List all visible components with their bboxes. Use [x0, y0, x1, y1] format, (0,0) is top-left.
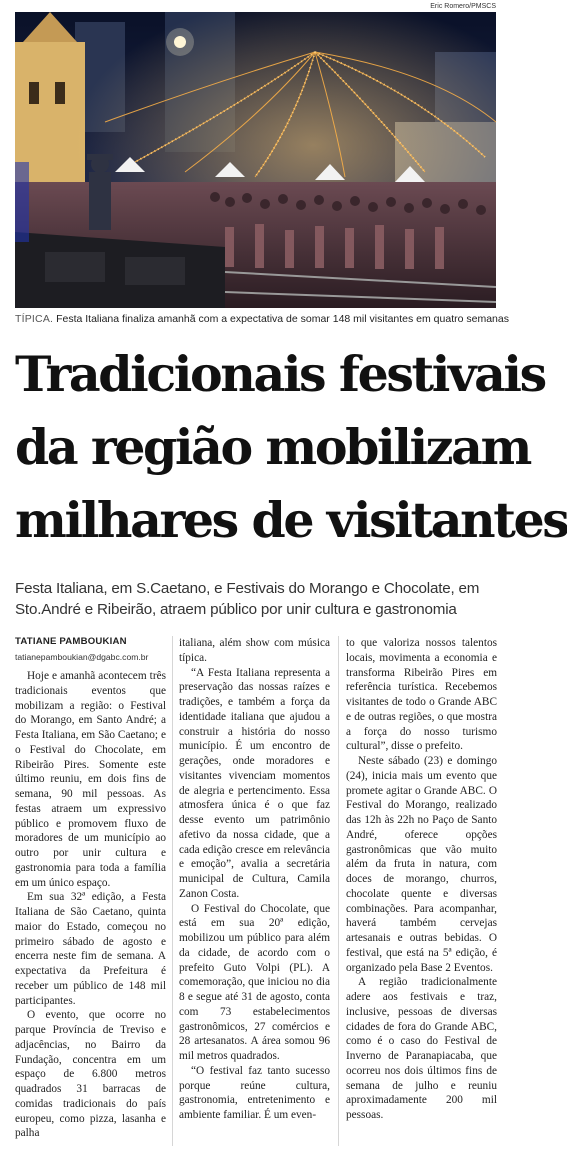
- article-column-1: [15, 669, 166, 1141]
- article-paragraph: Em sua 32ª edição, a Festa Italiana de São Caetano, quinta maior do Estado, começou no primeiro sábado de agosto e encerra neste fim de semana. A expectativa da Prefeitura é receber um público de 148 mil participantes.: [15, 891, 166, 1007]
- article-column-3: [346, 636, 497, 1123]
- subheadline-line: Sto.André e Ribeirão, atraem público por unir cultura e gastronomia: [15, 601, 457, 618]
- author-name: TATIANE PAMBOUKIAN: [15, 636, 127, 647]
- headline-line: Tradicionais festivais: [15, 345, 545, 403]
- article-paragraph: “A Festa Italiana representa a preservação das nossas raízes e tradições, e também a força da identidade italiana que ajudou a construir a história do nosso município. É um encontro de gerações, onde moradores e visitantes vivenciam momentos de alegria e pertencimento. Essa atmosfera única é o que faz desse evento um patrimônio afetivo da nossa cidade, que a cada edição cresce em relevância e emoção”, avalia a secretária municipal de Cultura, Camila Zanon Costa.: [179, 666, 330, 900]
- caption-tag: TÍPICA.: [15, 313, 54, 325]
- column-divider: [338, 636, 339, 1146]
- article-paragraph: A região tradicionalmente adere aos festivais e traz, inclusive, pessoas de diversas cidades de fora do Grande ABC, como é o caso do Festival de Inverno de Paranapiacaba, que ocorreu nos dois últimos fins de semana de julho e reuniu aproximadamente 200 mil pessoas.: [346, 976, 497, 1121]
- subheadline: [15, 578, 500, 620]
- article-paragraph: “O festival faz tanto sucesso porque reúne cultura, gastronomia, entretenimento e ambiente familiar. É um even-: [179, 1064, 330, 1121]
- photo-credit: Eric Romero/PMSCS: [430, 3, 496, 10]
- headline-line: da região mobilizam: [15, 418, 530, 476]
- article-column-2: [179, 636, 330, 1123]
- column-divider: [172, 636, 173, 1146]
- author-email[interactable]: tatianepamboukian@dgabc.com.br: [15, 652, 149, 662]
- article-paragraph: O evento, que ocorre no parque Província de Treviso e adjacências, no Bairro da Fundação, concentra em um espaço de 6.800 metros quadrados 31 barracas de comidas tradicionais do país europeu, como pizza, lasanha e palha: [15, 1009, 166, 1140]
- subheadline-line: Festa Italiana, em S.Caetano, e Festivais do Morango e Chocolate, em: [15, 580, 480, 597]
- article-paragraph: Neste sábado (23) e domingo (24), inicia mais um evento que promete agitar o Grande ABC. O Festival do Morango, realizado das 12h às 22h no Paço de Santo André, oferece opções gastronômicas que vão muito além da fruta in natura, com doces de morango, churros, chocolate quente e diversas combinações. Para acompanhar, haverá também cervejas artesanais e outras bebidas. O festival, que está na 5ª edição, é organizado pela Base 2 Eventos.: [346, 755, 497, 974]
- caption-text: Festa Italiana finaliza amanhã com a expectativa de somar 148 mil visitantes em quatro semanas: [56, 313, 509, 325]
- article-paragraph: Hoje e amanhã acontecem três tradicionais eventos que mobilizam a região: o Festival do Morango, em Santo André; a Festa Italiana, em São Caetano; e o Festival do Chocolate, em Ribeirão Pires. Somente este último reuniu, em dois fins de semana, 90 mil pessoas. As festas atraem um expressivo público e promovem fluxo de moradores de um município ao outro por unir cultura e gastronomia para toda a família em um único espaço.: [15, 670, 166, 889]
- festival-photo: [15, 12, 496, 308]
- headline-line: milhares de visitantes: [15, 491, 567, 549]
- article-paragraph: to que valoriza nossos talentos locais, movimenta a economia e transforma Ribeirão Pires em referência turística. Recebemos visitantes de todo o Grande ABC e de outras regiões, o que mostra a força do nosso turismo cultural”, disse o prefeito.: [346, 637, 497, 753]
- headline: [15, 338, 567, 557]
- photo-caption: [15, 313, 509, 325]
- article-paragraph: O Festival do Chocolate, que está em sua 20ª edição, mobilizou um público para além da cidade, de acordo com o prefeito Guto Volpi (PL). A comemoração, que iniciou no dia 8 e segue até 31 de agosto, conta com 73 estabelecimentos gastronômicos, 27 comércios e 28 artesanatos. A área somou 96 mil metros quadrados.: [179, 902, 330, 1062]
- article-paragraph: italiana, além show com música típica.: [179, 637, 330, 664]
- festival-photo-illustration: [15, 12, 496, 308]
